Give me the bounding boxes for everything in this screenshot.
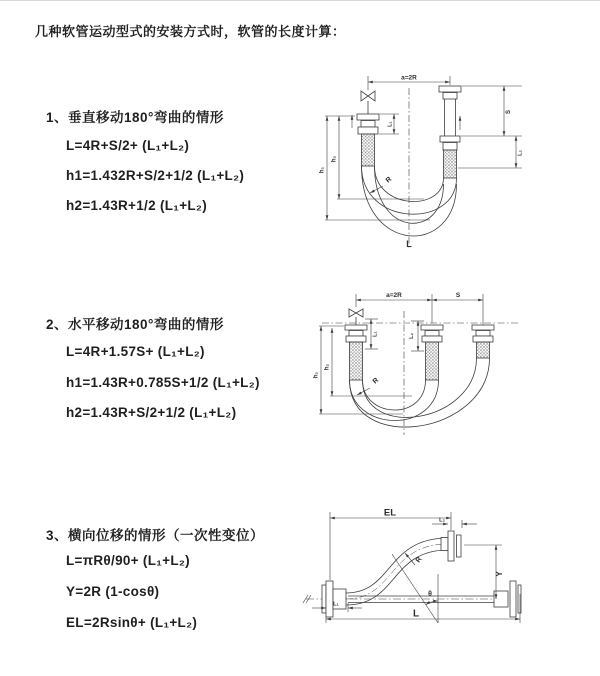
dim-label-l2: L₂	[517, 150, 524, 156]
section-2-heading: 2、水平移动180°弯曲的情形	[46, 317, 224, 332]
dim-label-el: EL	[383, 507, 397, 519]
flange-fitting-left	[345, 325, 367, 380]
formula-line: h1=1.432R+S/2+1/2 (L₁+L₂)	[66, 168, 245, 183]
formula-line: Y=2R (1-cosθ)	[66, 584, 160, 599]
dim-label-r: R	[414, 555, 424, 565]
dim-label-l1: L₁	[372, 331, 379, 337]
u-bend-hose	[350, 358, 490, 427]
formula-line: h2=1.43R+1/2 (L₁+L₂)	[66, 198, 208, 213]
formula-line: L=4R+S/2+ (L₁+L₂)	[66, 138, 190, 153]
page-title: 几种软管运动型式的安装方式时，软管的长度计算：	[35, 24, 346, 39]
dim-label-l1: L₁	[387, 121, 394, 127]
dim-label-h1: h₁	[313, 371, 320, 379]
flange-fitting-right	[472, 325, 494, 358]
dim-label-r: R	[384, 175, 394, 185]
braided-hose-section	[426, 342, 439, 380]
dim-label-l: L	[406, 239, 412, 249]
dim-label-h2: h₂	[324, 363, 331, 371]
dim-label-l2: L₂	[409, 333, 415, 339]
dim-label-l: L	[412, 608, 420, 620]
formula-line: EL=2Rsinθ+ (L₁+L₂)	[66, 615, 198, 630]
valve-icon	[361, 91, 375, 114]
formula-line: L=πRθ/90+ (L₁+L₂)	[66, 553, 190, 568]
flange-fitting-displaced	[441, 531, 461, 561]
dim-label-h1: h₁	[319, 166, 326, 174]
dim-label-l1: L₁	[333, 601, 339, 608]
flange-fitting-left	[322, 581, 346, 617]
section-1-heading: 1、垂直移动180°弯曲的情形	[46, 110, 224, 125]
formula-line: h1=1.43R+0.785S+1/2 (L₁+L₂)	[66, 375, 260, 390]
dim-label-s: S	[506, 109, 512, 115]
braided-hose-section	[444, 150, 457, 178]
hose-diagram-horizontal-180	[308, 283, 588, 458]
flange-fitting-right	[439, 86, 461, 178]
formula-line: h2=1.43R+S/2+1/2 (L₁+L₂)	[66, 405, 237, 420]
flange-fitting-middle	[421, 325, 443, 380]
hose-diagram-lateral-displacement	[298, 504, 598, 644]
dim-label-s: S	[455, 292, 461, 299]
dim-label-theta: θ	[428, 591, 432, 598]
valve-icon	[349, 309, 363, 325]
hose-diagram-vertical-180	[308, 66, 588, 261]
dim-label-y: Y	[495, 571, 504, 577]
s-curve-hose	[346, 538, 448, 605]
dim-label-r: R	[371, 376, 381, 386]
flange-fitting-left	[357, 114, 379, 166]
dim-label-a2r: a=2R	[386, 292, 402, 299]
dim-label-a2r: a=2R	[401, 74, 417, 82]
braided-hose-section	[362, 134, 375, 166]
braided-hose-section	[477, 342, 490, 358]
dim-label-h2: h₂	[331, 155, 338, 163]
dim-label-l2: L₂	[439, 517, 445, 524]
braided-hose-section	[350, 342, 363, 380]
flange-fitting-right	[494, 581, 521, 617]
section-3-heading: 3、横向位移的情形（一次性变位）	[46, 528, 265, 543]
formula-line: L=4R+1.57S+ (L₁+L₂)	[66, 344, 205, 359]
